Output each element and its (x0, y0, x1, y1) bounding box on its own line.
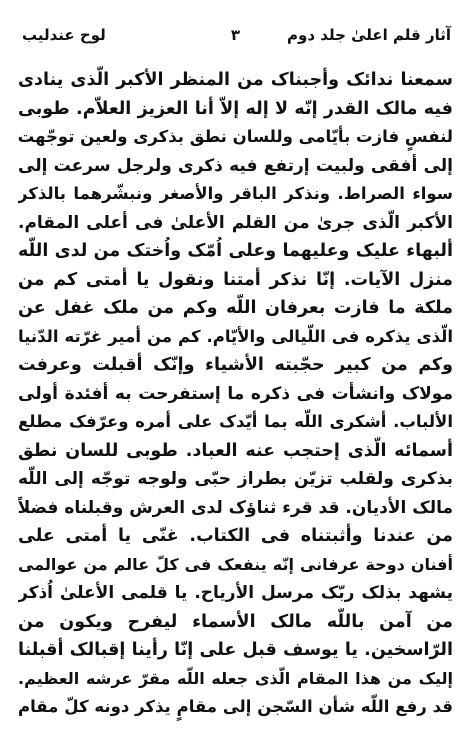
running-head-tablet-title: لوح عندليب (22, 26, 106, 44)
text-line: مالک الأديان. قد قرء ثناؤک لدی العرش وقبلناه فضلاً (18, 497, 453, 518)
text-line: أسمائه الّذی إحتجب عنه العباد. طوبی للسان نطق (18, 440, 453, 461)
text-line: سواء الصراط. ونذكر الباقر والأصغر ونبشّرهما بالذكر (18, 184, 453, 203)
text-line: من عندنا وأثبتناه فی الكتاب. غنّی يا أمتی علی (18, 526, 453, 546)
text-line: سمعنا ندائک وأجبناک من المنظر الأكبر الّذی ينادی (18, 70, 453, 90)
page-header (0, 0, 471, 54)
text-line: وكم من كبير حجّبته الأشياء وإنّک أقبلت وعرفت (18, 355, 453, 375)
text-line: منزل الآيات. إنّا نذكر أمتنا ونقول يا أمتی كم من (18, 269, 453, 290)
text-line: فيه مالک القدر إنّه لا إله إلاّ أنا العزيز العلاّم. طوبی (18, 98, 453, 119)
text-line: مولاک وانشأت فی ذكره ما إستفرحت به أفئدة أولی (18, 383, 453, 404)
text-line: إليک من هذا المقام الّذی جعله اللّه مقرّ عرشه العظيم. (18, 668, 453, 688)
text-line: ملكة ما فازت بعرفان اللّه وكم من ملک غفل عن (18, 298, 453, 318)
page-number: ٣ (230, 26, 241, 44)
text-line: الأكبر الّذی جریٰ من القلم الأعلیٰ فی أعلی المقام. (18, 212, 453, 233)
text-line: يشهد بذلک ربّک مرسل الأرياح. يا قلمی الأعلیٰ اُذكر (18, 583, 453, 603)
text-line: أفنان دوحة عرفانی إنّه ينفعک فی كلّ عالم من عوالمی (18, 554, 453, 574)
text-line: إلی أفقی ولبيت إرتفع فيه ذكری ولرجل سرعت إلی (18, 155, 453, 176)
text-line: لنفسٍ فازت بأيّامی وللسان نطق بذكری ولعين توجّهت (18, 127, 453, 146)
running-head-book-title: آثار قلم اعلیٰ جلد دوم (287, 26, 451, 44)
text-line: ألبهاء عليک وعليهما وعلی اُمّک واُختک من لدی اللّه (18, 241, 453, 261)
text-line: الّذی يذكره فی اللّيالی والأيّام. كم من أمير غرّته الدّنيا (18, 326, 453, 346)
text-line: من آمن باللّه مالک الأسماء ليفرح ويكون من (18, 611, 453, 632)
text-line: بذكری ولقلب تزيّن بطراز حبّی ولوجه توجّه إلی اللّه (18, 469, 453, 489)
text-line: الألباب. أشكری اللّه بما أيّدک علی أمره وعرّفک مطلع (18, 412, 453, 431)
text-line: الرّاسخين. يا يوسف قبل علی إنّا رأينا إقبالک أقبلنا (18, 640, 453, 660)
text-line: قد رفع اللّه شأن السّجن إلی مقامٍ يذكر دونه كلّ مقام (18, 697, 453, 716)
body-text (18, 66, 453, 722)
